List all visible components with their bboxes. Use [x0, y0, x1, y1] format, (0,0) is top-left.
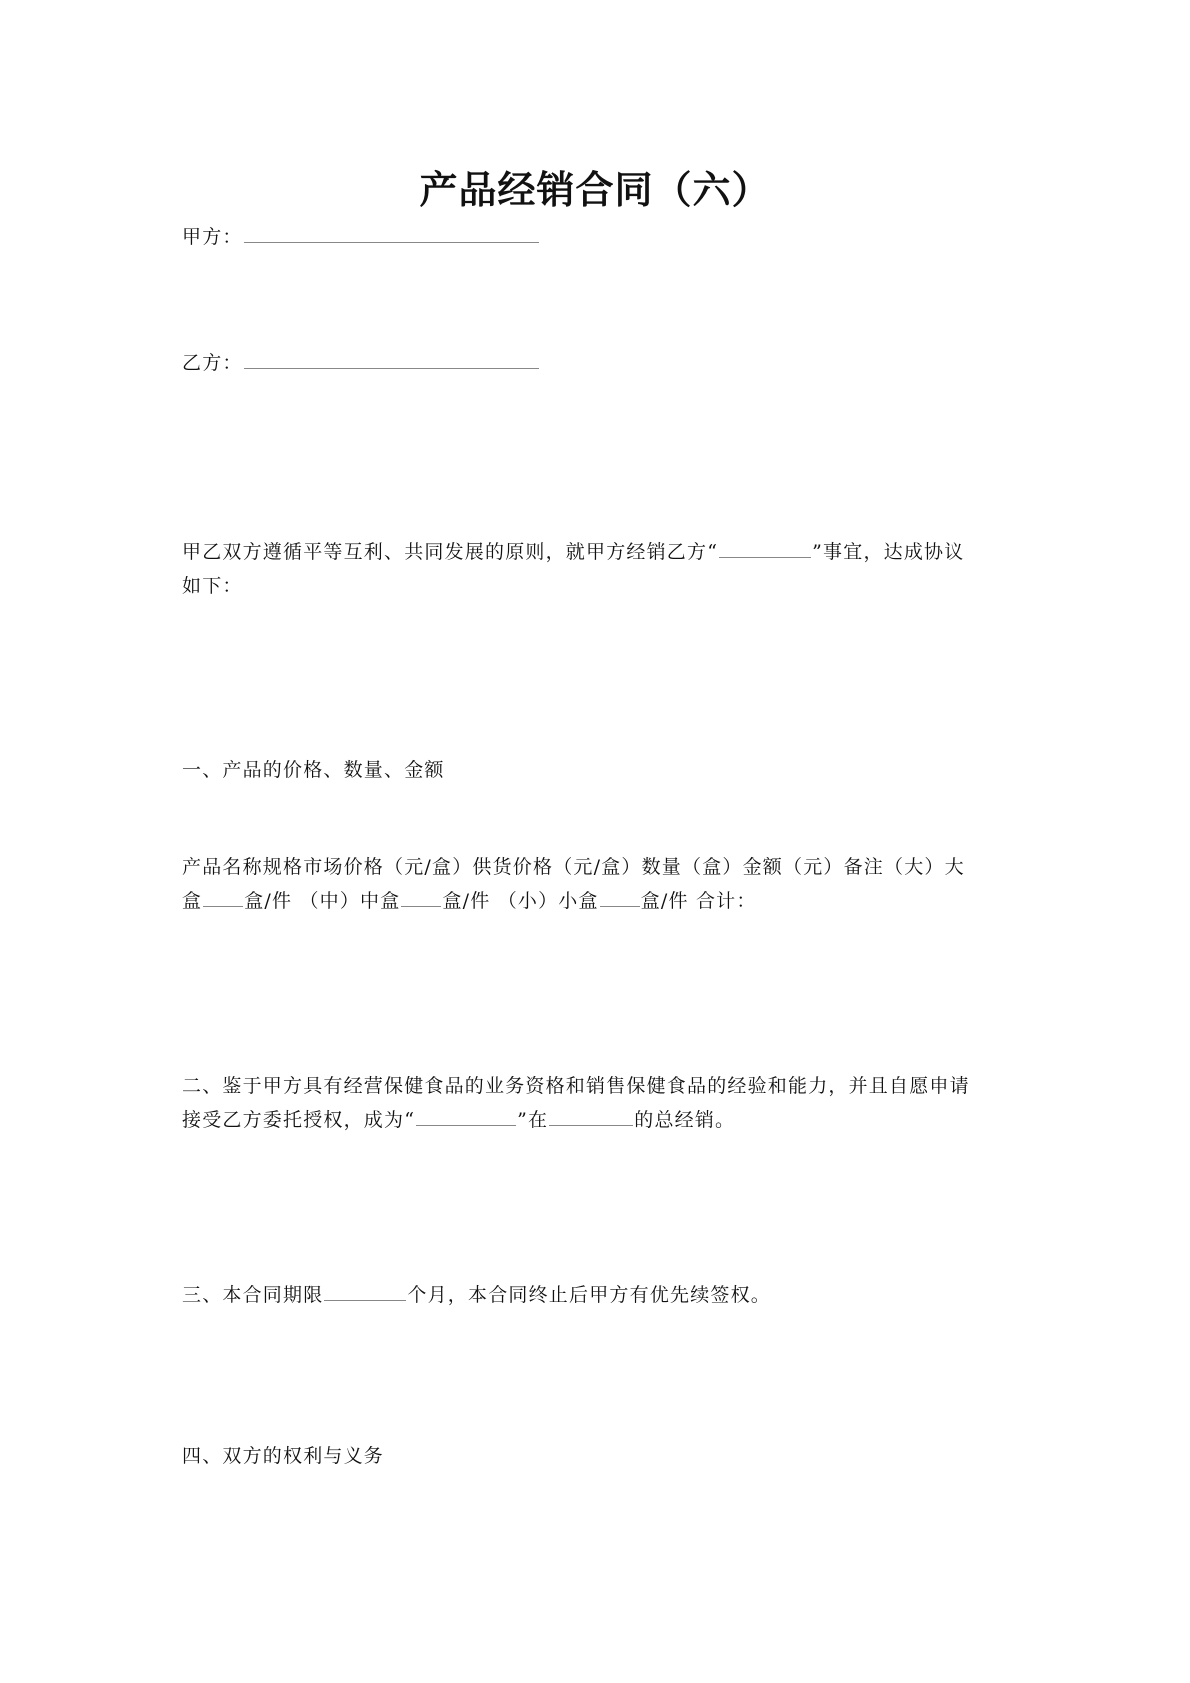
section2-text-middle: ”在: [517, 1109, 549, 1131]
section3-line: [182, 1278, 1008, 1312]
section2-line-2: [182, 1103, 1008, 1137]
intro-text: 甲乙双方遵循平等互利、共同发展的原则，就甲方经销乙方“: [182, 541, 719, 563]
section2-line-1: 二、鉴于甲方具有经营保健食品的业务资格和销售保健食品的经验和能力，并且自愿申请: [182, 1075, 970, 1097]
party-a-line: [182, 220, 1008, 254]
party-b-line: [182, 346, 1008, 380]
party-b-label: 乙方：: [182, 352, 243, 374]
section2-text-after: 的总经销。: [634, 1109, 736, 1131]
party-a-blank[interactable]: [244, 220, 539, 243]
small-box-label: 盒/件 （小）小盒: [442, 890, 599, 912]
section4-heading: 四、双方的权利与义务: [182, 1445, 385, 1467]
intro-line-2: 如下：: [182, 575, 243, 597]
term-months-blank[interactable]: [324, 1278, 406, 1301]
medium-box-blank[interactable]: [401, 884, 441, 907]
product-name-blank[interactable]: [719, 535, 811, 558]
section1-line-1: 产品名称规格市场价格（元/盒）供货价格（元/盒）数量（盒）金额（元）备注（大）大: [182, 856, 965, 878]
small-box-blank[interactable]: [600, 884, 640, 907]
medium-box-label: 盒/件 （中）中盒: [244, 890, 401, 912]
large-box-label: 盒: [182, 890, 203, 912]
party-a-label: 甲方：: [182, 226, 243, 248]
large-box-blank[interactable]: [203, 884, 243, 907]
section1-line-2: [182, 884, 1008, 918]
region-blank[interactable]: [549, 1103, 633, 1126]
distributor-product-blank[interactable]: [416, 1103, 516, 1126]
section3-text: 三、本合同期限: [182, 1284, 324, 1306]
party-b-blank[interactable]: [244, 346, 539, 369]
section1-heading: 一、产品的价格、数量、金额: [182, 759, 445, 781]
total-label: 盒/件 合计：: [640, 890, 757, 912]
section3-text-after: 个月，本合同终止后甲方有优先续签权。: [407, 1284, 772, 1306]
intro-text-after: ”事宜，达成协议: [812, 541, 965, 563]
document-title: 产品经销合同（六）: [419, 167, 771, 212]
section2-text: 接受乙方委托授权，成为“: [182, 1109, 416, 1131]
intro-line-1: [182, 535, 1008, 569]
